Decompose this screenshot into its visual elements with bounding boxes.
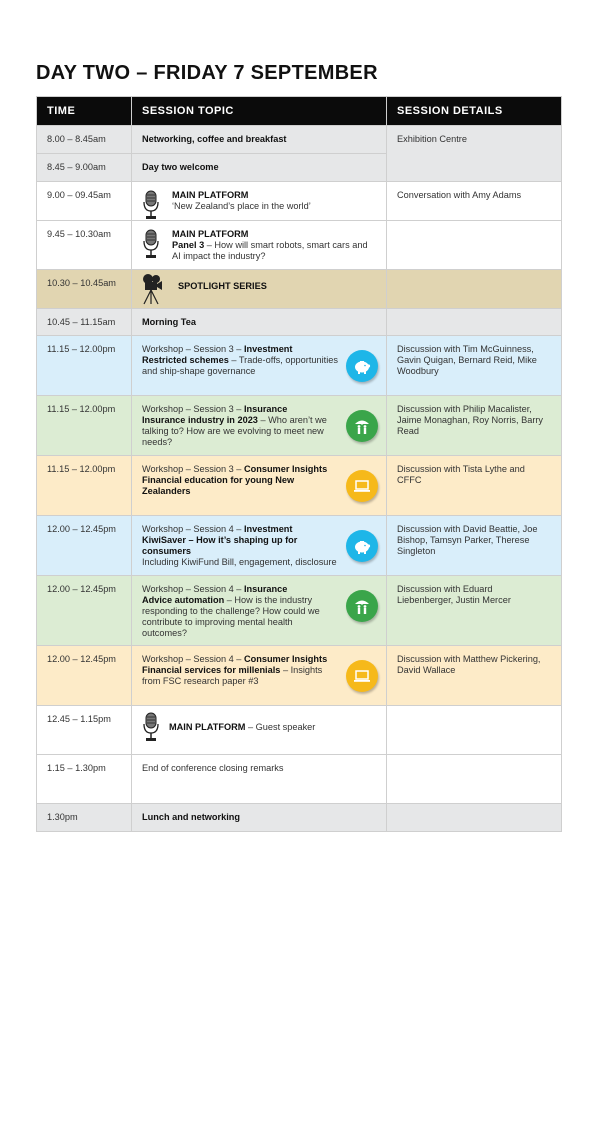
table-row <box>37 646 562 706</box>
row-details: Conversation with Amy Adams <box>387 182 562 221</box>
table-row <box>37 270 562 309</box>
row-time: 9.45 – 10.30am <box>37 221 132 270</box>
row-topic-bold: KiwiSaver – How it’s shaping up for consumers <box>142 535 298 556</box>
row-topic: Morning Tea <box>142 317 196 327</box>
header-session-details: SESSION DETAILS <box>387 97 562 126</box>
row-topic-line: – How is the industry responding to the challenge? How could we contribute to improving mental health outcomes? <box>142 595 320 638</box>
row-time: 12.00 – 12.45pm <box>37 516 132 576</box>
row-topic-line: – Who aren’t we talking to? How are we evolving to meet new needs? <box>142 415 327 447</box>
table-row <box>37 336 562 396</box>
schedule-table <box>36 96 562 832</box>
table-row <box>37 755 562 804</box>
microphone-icon <box>142 712 160 742</box>
row-time: 12.00 – 12.45pm <box>37 576 132 646</box>
row-stream: Insurance <box>243 404 288 414</box>
row-topic: Networking, coffee and breakfast <box>142 134 287 144</box>
laptop-icon <box>346 660 378 692</box>
microphone-icon <box>142 190 160 220</box>
row-topic: Lunch and networking <box>142 812 240 822</box>
page-title: DAY TWO – FRIDAY 7 SEPTEMBER <box>36 62 378 84</box>
row-prefix: Workshop – Session 3 – <box>142 404 244 414</box>
row-time: 8.45 – 9.00am <box>37 154 132 182</box>
row-heading: SPOTLIGHT SERIES <box>178 281 267 291</box>
row-prefix: Workshop – Session 4 – <box>142 654 244 664</box>
row-prefix: Workshop – Session 4 – <box>142 524 244 534</box>
row-time: 8.00 – 8.45am <box>37 126 132 154</box>
table-row <box>37 456 562 516</box>
row-time: 9.00 – 09.45am <box>37 182 132 221</box>
row-details: Discussion with Tista Lythe and CFFC <box>387 456 562 516</box>
row-stream: Consumer Insights <box>243 464 328 474</box>
row-time: 10.30 – 10.45am <box>37 270 132 309</box>
row-topic-bold: Panel 3 <box>172 240 205 250</box>
row-stream: Investment <box>243 344 293 354</box>
row-topic-line: – Insights from FSC research paper #3 <box>142 665 323 686</box>
table-row <box>37 804 562 832</box>
row-time: 12.45 – 1.15pm <box>37 706 132 755</box>
table-header-row <box>37 97 562 126</box>
row-topic: Day two welcome <box>142 162 219 172</box>
table-row <box>37 396 562 456</box>
row-stream: Consumer Insights <box>243 654 328 664</box>
row-details: Discussion with Tim McGuinness, Gavin Quigan, Bernard Reid, Mike Woodbury <box>387 336 562 396</box>
row-topic-line: Including KiwiFund Bill, engagement, disclosure <box>142 557 337 567</box>
piggy-bank-icon <box>346 530 378 562</box>
row-topic-line: – Guest speaker <box>245 721 316 732</box>
row-topic: End of conference closing remarks <box>132 755 387 804</box>
row-topic-line: ‘New Zealand’s place in the world’ <box>172 201 311 211</box>
laptop-icon <box>346 470 378 502</box>
row-time: 1.30pm <box>37 804 132 832</box>
header-time: TIME <box>37 97 132 126</box>
row-prefix: Workshop – Session 4 – <box>142 584 244 594</box>
table-row <box>37 706 562 755</box>
row-heading: MAIN PLATFORM <box>172 190 249 200</box>
family-umbrella-icon <box>346 590 378 622</box>
row-details: Discussion with Matthew Pickering, David Wallace <box>387 646 562 706</box>
row-details: Discussion with David Beattie, Joe Bishop, Tamsyn Parker, Therese Singleton <box>387 516 562 576</box>
row-stream: Insurance <box>243 584 288 594</box>
table-row <box>37 516 562 576</box>
table-row <box>37 309 562 336</box>
row-prefix: Workshop – Session 3 – <box>142 344 244 354</box>
row-topic-bold: Financial services for millenials <box>142 665 281 675</box>
row-time: 11.15 – 12.00pm <box>37 396 132 456</box>
header-session-topic: SESSION TOPIC <box>132 97 387 126</box>
row-heading: MAIN PLATFORM <box>172 229 249 239</box>
table-row <box>37 576 562 646</box>
row-time: 10.45 – 11.15am <box>37 309 132 336</box>
table-row <box>37 126 562 154</box>
row-topic-bold: Financial education for young New Zealanders <box>142 475 295 496</box>
row-details: Exhibition Centre <box>387 126 562 182</box>
row-topic-bold: Insurance industry in 2023 <box>142 415 258 425</box>
row-heading: MAIN PLATFORM <box>169 721 246 732</box>
row-details: Discussion with Philip Macalister, Jaime Monaghan, Roy Norris, Barry Read <box>387 396 562 456</box>
piggy-bank-icon <box>346 350 378 382</box>
table-row <box>37 221 562 270</box>
table-row <box>37 182 562 221</box>
row-topic-bold: Advice automation <box>142 595 225 605</box>
microphone-icon <box>142 229 160 259</box>
row-details: Discussion with Eduard Liebenberger, Justin Mercer <box>387 576 562 646</box>
row-topic-line: – How will smart robots, smart cars and AI impact the industry? <box>172 240 368 261</box>
row-topic-line: – Trade-offs, opportunities and ship-shape governance <box>142 355 338 376</box>
row-time: 12.00 – 12.45pm <box>37 646 132 706</box>
row-topic-bold: Restricted schemes <box>142 355 229 365</box>
row-time: 1.15 – 1.30pm <box>37 755 132 804</box>
row-stream: Investment <box>243 524 293 534</box>
row-prefix: Workshop – Session 3 – <box>142 464 244 474</box>
row-time: 11.15 – 12.00pm <box>37 336 132 396</box>
family-umbrella-icon <box>346 410 378 442</box>
spotlight-camera-icon <box>140 273 166 305</box>
row-time: 11.15 – 12.00pm <box>37 456 132 516</box>
